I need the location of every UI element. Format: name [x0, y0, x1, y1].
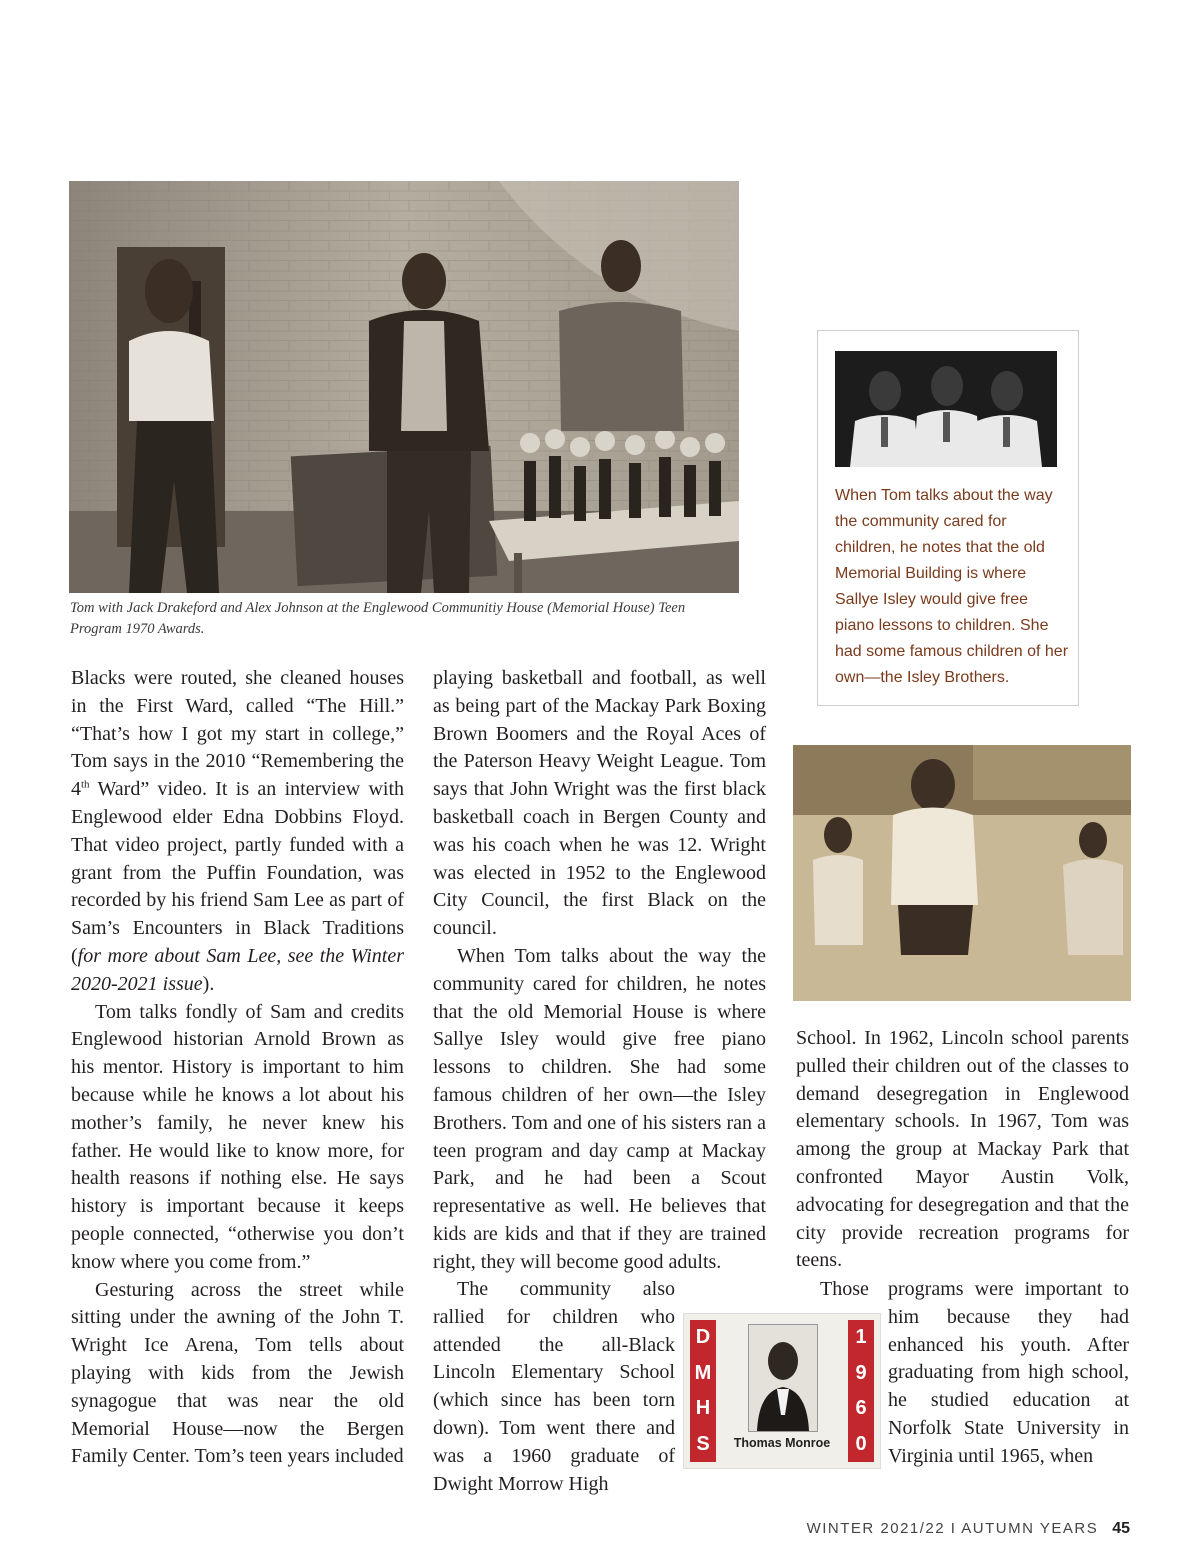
yearbook-left-strip	[690, 1320, 716, 1462]
yearbook-letter: D	[695, 1326, 711, 1349]
main-photo	[69, 181, 739, 593]
article-column-3	[796, 1025, 1129, 1275]
issue-label: WINTER 2021/22 I AUTUMN YEARS	[806, 1520, 1099, 1537]
paragraph-3: Gesturing across the street while sitting under the awning of the John T. Wright Ice Arena, Tom tells about playing with kids from the Jewish synagogue that was near the old Memorial House—now the Bergen Family Center. Tom’s teen years included	[71, 1278, 404, 1468]
paragraph-8-lead: Those	[820, 1278, 869, 1300]
paragraph-2: Tom talks fondly of Sam and credits Englewood historian Arnold Brown as his mentor. History is important to him because while he knows a lot about his mother’s family, he never knew his father. He would like to know more, for health reasons if nothing else. He says history is important because it keeps people connected, “otherwise you don’t know where you come from.”	[71, 1000, 404, 1273]
yearbook-letter: M	[694, 1361, 712, 1384]
sidebar-text: When Tom talks about the way the community cared for children, he notes that the old Memorial Building is where Sallye Isley would give free piano lessons to children. She had some famous children of her own—the Isley Brothers.	[835, 487, 1069, 686]
yearbook-digit: 9	[855, 1361, 867, 1384]
paragraph-5: When Tom talks about the way the community cared for children, he notes that the old Memorial House is where Sallye Isley would give free piano lessons to children. She had some famous children of her own—the Isley Brothers. Tom and one of his sisters ran a teen program and day camp at Mackay Park, and he had been a Scout representative as well. He believes that kids are kids and that if they are trained right, they will become good adults.	[433, 944, 766, 1273]
yearbook-digit: 0	[855, 1432, 867, 1455]
paragraph-8: programs were important to him because they had enhanced his youth. After graduating from high school, he studied education at Norfolk State University in Virginia until 1965, when	[888, 1278, 1129, 1467]
article-column-2	[433, 665, 766, 1277]
yearbook-name: Thomas Monroe	[733, 1436, 831, 1450]
main-photo-caption: Tom with Jack Drakeford and Alex Johnson at the Englewood Communitiy House (Memorial House) Teen Program 1970 Awards.	[70, 600, 686, 637]
yearbook-photo	[683, 1313, 881, 1469]
park-photo	[793, 745, 1131, 1001]
sidebar-box	[817, 330, 1079, 706]
main-photo-image	[69, 181, 739, 593]
article-column-1	[71, 665, 404, 1471]
yearbook-letter: H	[695, 1397, 711, 1420]
page-number: 45	[1112, 1520, 1130, 1537]
isley-brothers-photo	[835, 351, 1057, 467]
article-column-2-lower	[433, 1276, 675, 1498]
yearbook-digit: 6	[855, 1397, 867, 1420]
yearbook-portrait	[748, 1324, 818, 1432]
park-photo-image	[793, 745, 1131, 1001]
paragraph-1: Blacks were routed, she cleaned houses in the First Ward, called “The Hill.” “That’s how I got my start in college,” Tom says in the 2010 “Remembering the 4th Ward” video. It is an interview with Englewood elder Edna Dobbins Floyd. That video project, partly funded with a grant from the Puffin Foundation, was recorded by his friend Sam Lee as part of Sam’s Encounters in Black Traditions (for more about Sam Lee, see the Winter 2020-2021 issue).	[71, 667, 404, 995]
paragraph-7: School. In 1962, Lincoln school parents pulled their children out of the classes to demand desegregation in Englewood elementary schools. In 1967, Tom was among the group at Mackay Park that confronted Mayor Austin Volk, advocating for desegregation and that the city provide recreation programs for teens.	[796, 1027, 1129, 1272]
paragraph-4: playing basketball and football, as well as being part of the Mackay Park Boxing Brown Boomers and the Royal Aces of the Paterson Heavy Weight League. Tom says that John Wright was the first black basketball coach in Bergen County and was his coach when he was 12. Wright was elected in 1952 to the Englewood City Council, the first Black on the council.	[433, 667, 766, 940]
article-column-3-lower	[888, 1276, 1129, 1471]
yearbook-letter: S	[696, 1432, 710, 1455]
yearbook-portrait-image	[749, 1325, 817, 1431]
paragraph-6: The community also rallied for children who attended the all-Black Lincoln Elementary School (which since has been torn down). Tom went there and was a 1960 graduate of Dwight Morrow High	[433, 1278, 675, 1495]
yearbook-right-strip	[848, 1320, 874, 1462]
page-footer	[807, 1520, 1130, 1538]
isley-brothers-photo-image	[835, 351, 1057, 467]
yearbook-digit: 1	[855, 1326, 867, 1349]
